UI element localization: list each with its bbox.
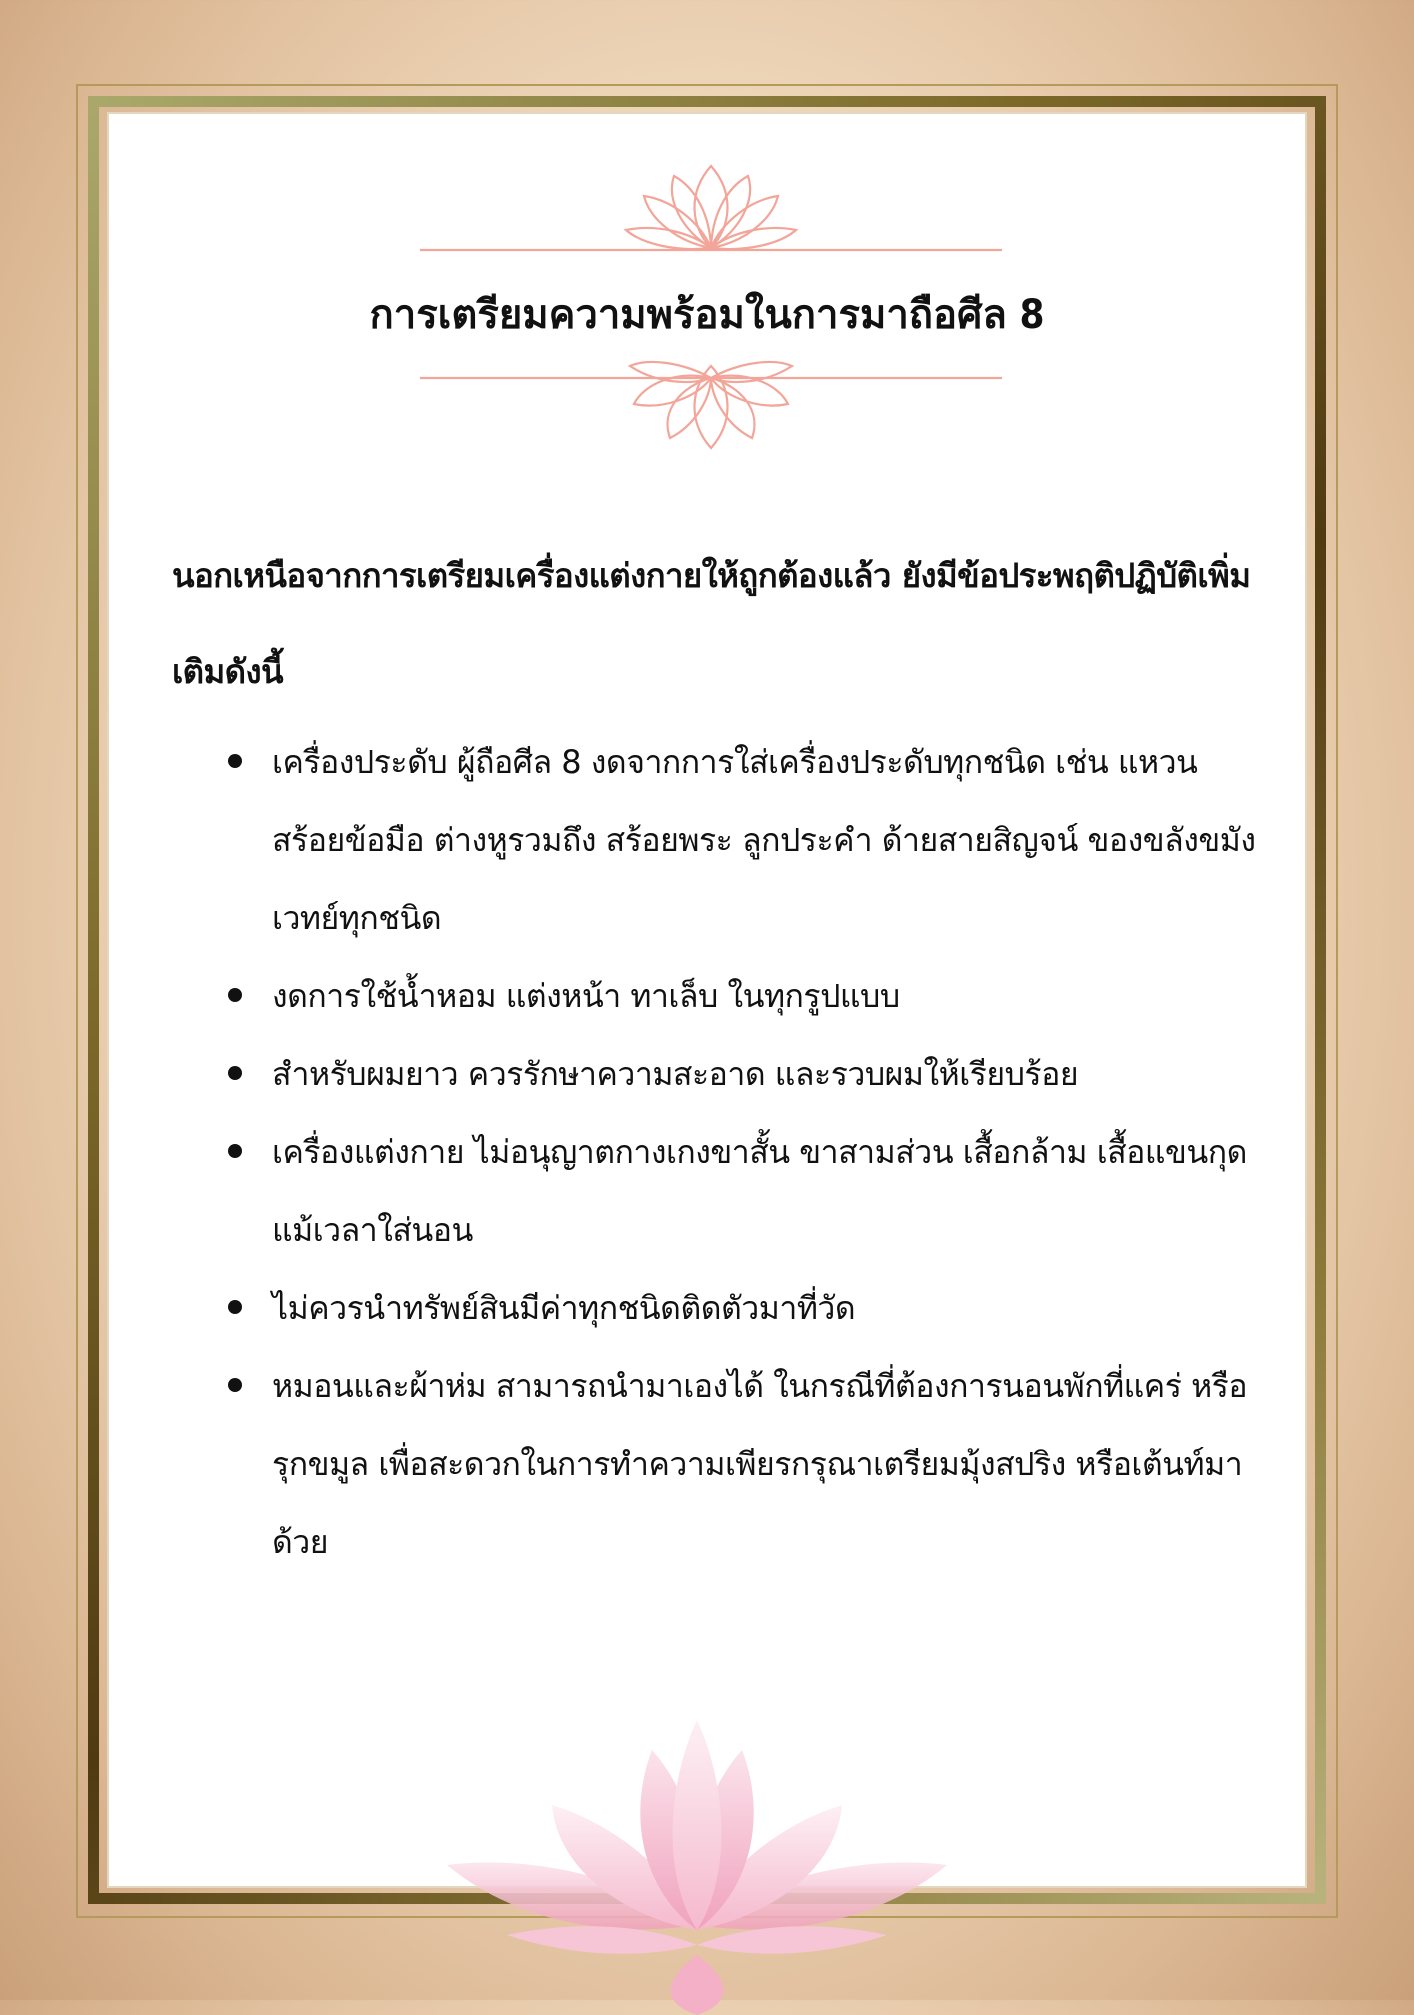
bullet-icon bbox=[228, 1144, 242, 1158]
bullet-icon bbox=[228, 988, 242, 1002]
list-item bbox=[220, 1113, 1260, 1269]
list-item bbox=[220, 1347, 1260, 1581]
lotus-divider-top-icon bbox=[420, 164, 1002, 254]
list-item-text: หมอนและผ้าห่ม สามารถนำมาเองได้ ในกรณีที่ต้องการนอนพักที่แคร่ หรือรุกขมูล เพื่อสะดวกในการทำความเพียรกรุณาเตรียมมุ้งสปริง หรือเต้นท์มาด้วย bbox=[272, 1367, 1248, 1561]
page-title: การเตรียมความพร้อมในการมาถือศีล 8 bbox=[369, 292, 1045, 338]
bullet-icon bbox=[228, 1300, 242, 1314]
list-item-text: ไม่ควรนำทรัพย์สินมีค่าทุกชนิดติดตัวมาที่วัด bbox=[272, 1289, 856, 1327]
lotus-divider-bottom-icon bbox=[420, 360, 1002, 450]
list-item bbox=[220, 957, 1260, 1035]
list-item-text: สำหรับผมยาว ควรรักษาความสะอาด และรวบผมให้เรียบร้อย bbox=[272, 1055, 1079, 1093]
list-item bbox=[220, 1035, 1260, 1113]
pink-lotus-icon bbox=[447, 1715, 947, 2015]
bullet-icon bbox=[228, 1378, 242, 1392]
list-item-text: เครื่องประดับ ผู้ถือศีล 8 งดจากการใส่เครื่องประดับทุกชนิด เช่น แหวน สร้อยข้อมือ ต่างหูรวมถึง สร้อยพระ ลูกประคำ ด้ายสายสิญจน์ ของขลังขมังเวทย์ทุกชนิด bbox=[272, 743, 1256, 937]
intro-paragraph: นอกเหนือจากการเตรียมเครื่องแต่งกายให้ถูกต้องแล้ว ยังมีข้อประพฤติปฏิบัติเพิ่มเติมดังนี้ bbox=[172, 556, 1251, 691]
bullet-icon bbox=[228, 754, 242, 768]
list-item-text: เครื่องแต่งกาย ไม่อนุญาตกางเกงขาสั้น ขาสามส่วน เสื้อกล้าม เสื้อแขนกุด แม้เวลาใส่นอน bbox=[272, 1133, 1247, 1249]
bullet-icon bbox=[228, 1066, 242, 1080]
list-item bbox=[220, 1269, 1260, 1347]
rules-list bbox=[220, 723, 1260, 1581]
list-item bbox=[220, 723, 1260, 957]
list-item-text: งดการใช้น้ำหอม แต่งหน้า ทาเล็บ ในทุกรูปแบบ bbox=[272, 977, 900, 1015]
